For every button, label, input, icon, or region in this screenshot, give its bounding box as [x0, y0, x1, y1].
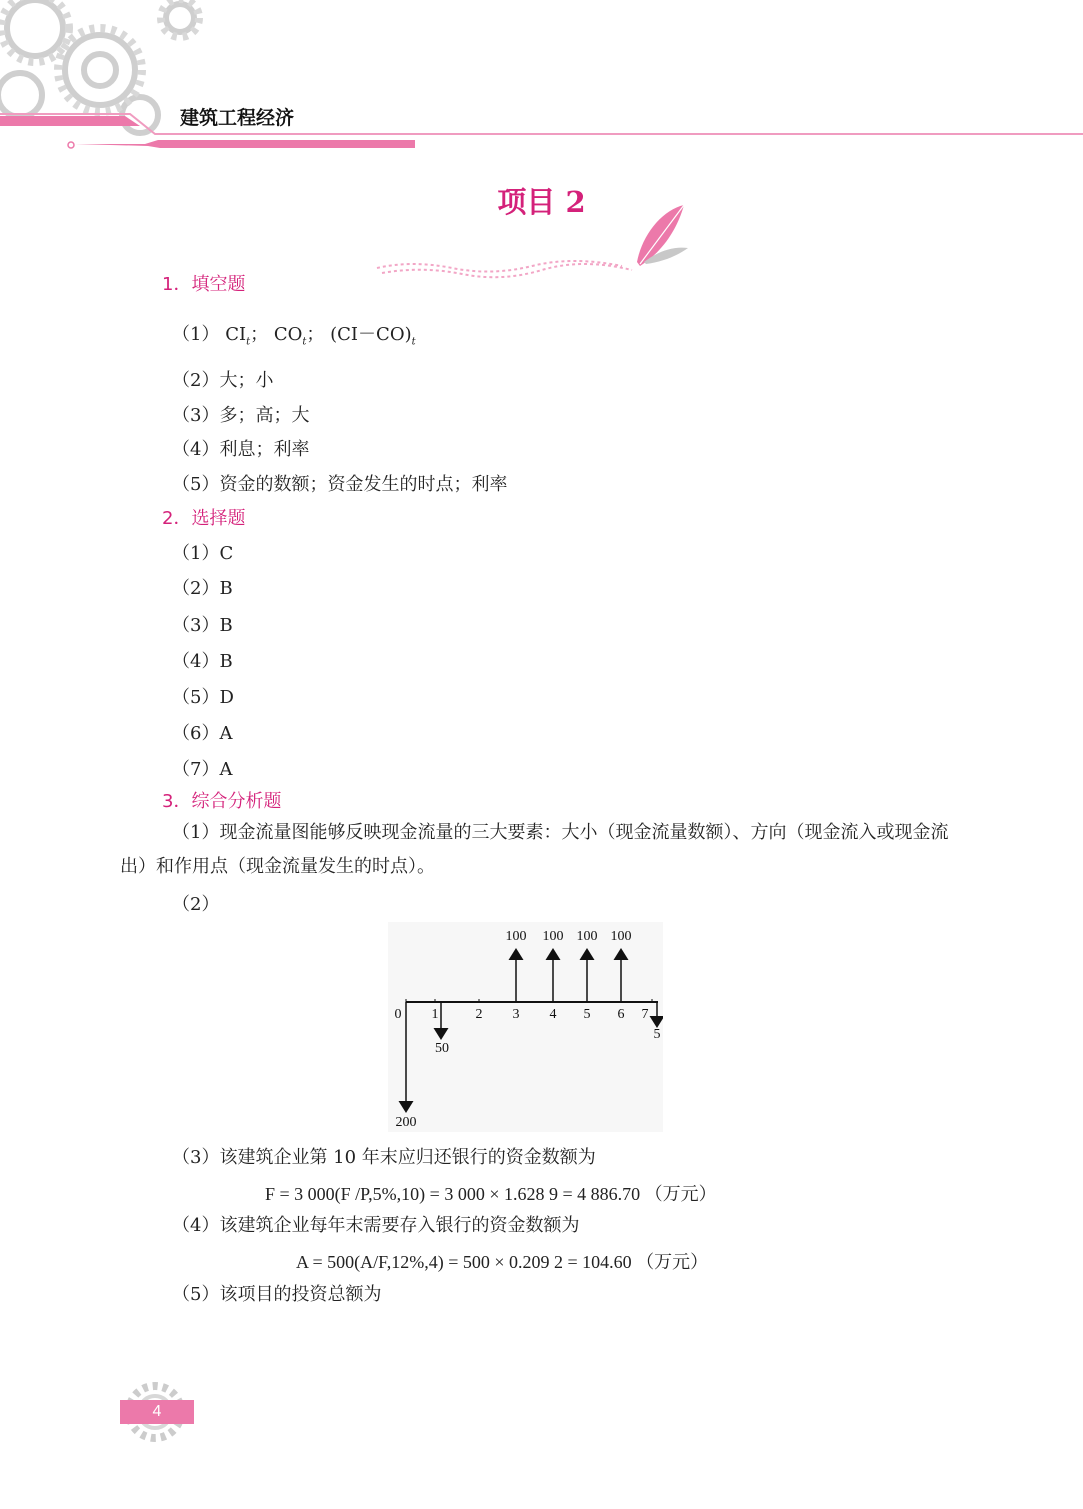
inflow-label: 100	[610, 929, 632, 944]
answer-analysis-1: （1）现金流量图能够反映现金流量的三大要素：大小（现金流量数额）、方向（现金流入或现金流出）和作用点（现金流量发生的时点）。	[120, 822, 949, 877]
answer-analysis-5: （5）该项目的投资总额为	[172, 1284, 382, 1305]
outflow-label: 200	[395, 1115, 417, 1130]
answer-fill-4: （4）利息；利率	[172, 439, 310, 460]
answer-fill-3: （3）多；高；大	[172, 405, 310, 426]
answer-analysis-4: （4）该建筑企业每年末需要存入银行的资金数额为	[172, 1215, 580, 1236]
period-label: 6	[617, 1007, 625, 1022]
answer-choice-4: （4）B	[172, 651, 233, 672]
page-title: 项目 2	[497, 185, 586, 219]
period-label: 3	[512, 1007, 520, 1022]
book-title: 建筑工程经济	[180, 107, 295, 129]
period-label: 7	[641, 1007, 649, 1022]
section-heading-analysis: 3．综合分析题	[162, 791, 282, 812]
inflow-label: 100	[505, 929, 527, 944]
answer-analysis-3: （3）该建筑企业第 10 年末应归还银行的资金数额为	[172, 1147, 596, 1168]
answer-choice-7: （7）A	[172, 759, 233, 780]
answer-choice-1: （1）C	[172, 543, 234, 564]
answer-number: （1）	[172, 324, 220, 345]
period-label: 0	[394, 1007, 402, 1022]
inflow-label: 100	[542, 929, 564, 944]
period-label: 4	[549, 1007, 557, 1022]
outflow-label: 5	[653, 1027, 661, 1042]
answer-choice-2: （2）B	[172, 578, 233, 599]
cash-flow-diagram	[388, 922, 663, 1132]
period-label: 2	[475, 1007, 483, 1022]
feather-icon	[372, 200, 692, 280]
section-heading-fill-blank: 1．填空题	[162, 274, 246, 295]
page-number: 4	[152, 1403, 162, 1420]
answer-choice-3: （3）B	[172, 615, 233, 636]
period-label: 5	[583, 1007, 591, 1022]
outflow-label: 50	[435, 1041, 449, 1056]
answer-choice-6: （6）A	[172, 723, 233, 744]
answer-choice-5: （5）D	[172, 687, 234, 708]
answer-analysis-2-number: （2）	[172, 894, 220, 915]
section-heading-choice: 2．选择题	[162, 508, 246, 529]
formula-3: F = 3 000(F /P,5%,10) = 3 000 × 1.628 9 = 4 886.70 （万元）	[265, 1184, 717, 1204]
period-label: 1	[431, 1007, 439, 1022]
header-bar	[0, 112, 1083, 152]
answer-fill-2: （2）大；小	[172, 370, 274, 391]
formula-4: A = 500(A/F,12%,4) = 500 × 0.209 2 = 104.60 （万元）	[296, 1252, 709, 1272]
answer-fill-5: （5）资金的数额；资金发生的时点；利率	[172, 474, 508, 495]
answer-fill-1: （1） $CI_t$； $CO_t$； $(CI-CO)_t$	[172, 324, 416, 348]
inflow-label: 100	[576, 929, 598, 944]
